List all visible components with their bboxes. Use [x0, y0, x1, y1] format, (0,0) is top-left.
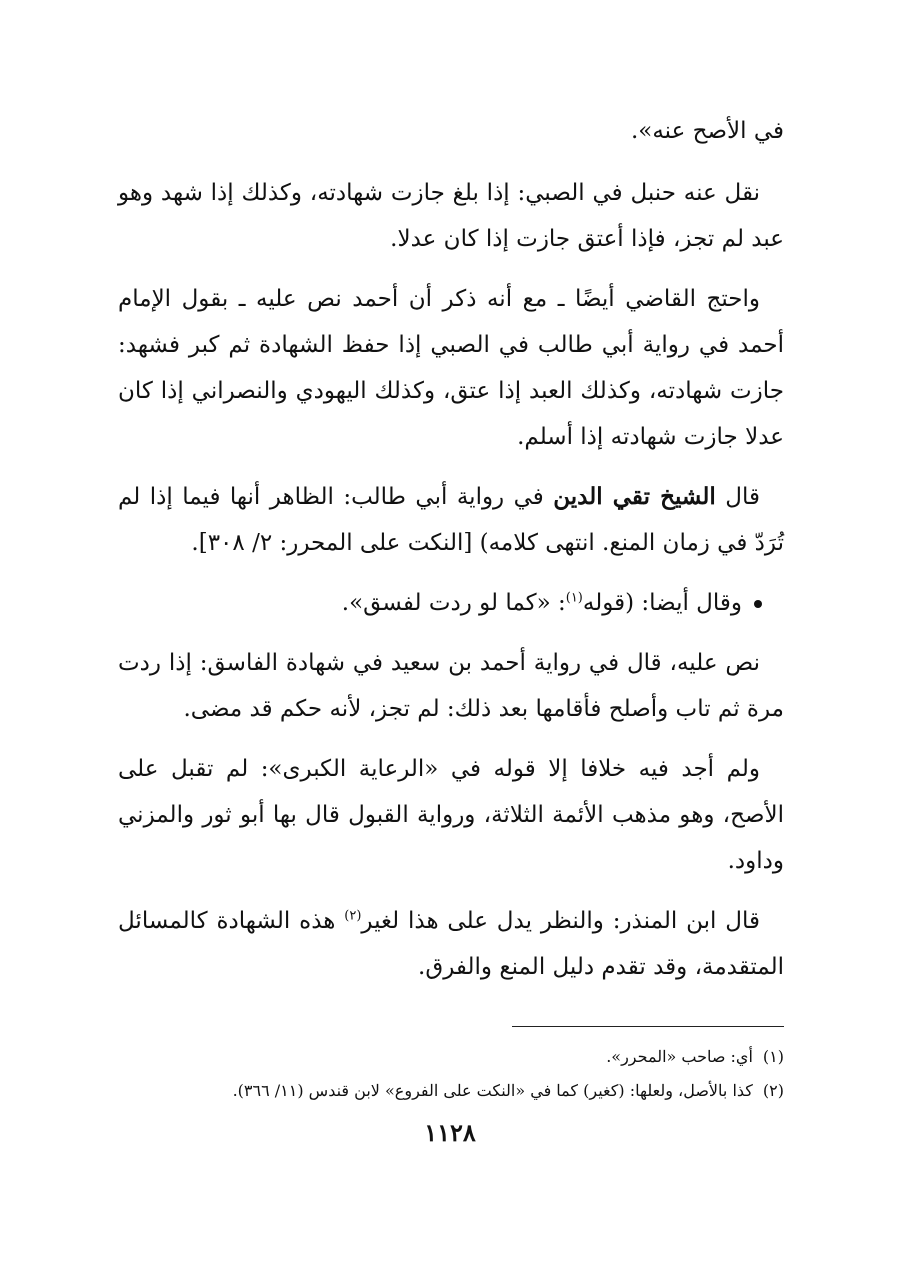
- footnote-2-number: (٢): [762, 1081, 784, 1100]
- footnote-2: [118, 1074, 784, 1108]
- sheikh-name: الشيخ تقي الدين: [553, 483, 716, 510]
- footnotes: [118, 1040, 784, 1108]
- paragraph-7-after: هذه الشهادة كالمسائل المتقدمة، وقد تقدم دليل المنع والفرق.: [118, 908, 784, 980]
- paragraph-0: في الأصح عنه».: [630, 118, 784, 144]
- paragraph-2: واحتج القاضي أيضًا ـ مع أنه ذكر أن أحمد نص عليه ـ بقول الإمام أحمد في رواية أبي طالب في الصبي إذا حفظ الشهادة ثم كبر فشهد: جازت شهادته، وكذلك العبد إذا عتق، وكذلك اليهودي والنصراني إذا كان عدلا جازت شهادته إذا أسلم.: [118, 286, 784, 450]
- paragraph-4-after: : «كما لو ردت لفسق».: [341, 590, 566, 616]
- footnote-1: [118, 1040, 784, 1074]
- footnote-2-text: كذا بالأصل، ولعلها: (كغير) كما في «النكت على الفروع» لابن قندس (١١/ ٣٦٦).: [232, 1081, 753, 1100]
- paragraph-4: [118, 580, 784, 626]
- paragraph-3-lead: قال: [725, 484, 760, 510]
- footnote-divider: [512, 1026, 784, 1027]
- footnote-1-text: أي: صاحب «المحرر».: [606, 1047, 753, 1066]
- bullet-icon: [754, 600, 762, 608]
- paragraph-4-before: وقال أيضا: (قوله: [582, 590, 742, 616]
- paragraph-7: [118, 898, 784, 990]
- paragraph-3-rest: في رواية أبي طالب: الظاهر أنها فيما إذا لم تُرَدّ في زمان المنع. انتهى كلامه) [النكت على المحرر: ٢/ ٣٠٨].: [118, 484, 784, 556]
- paragraph-5: نص عليه، قال في رواية أحمد بن سعيد في شهادة الفاسق: إذا ردت مرة ثم تاب وأصلح فأقامها بعد ذلك: لم تجز، لأنه حكم قد مضى.: [118, 650, 784, 722]
- footnote-1-number: (١): [762, 1047, 784, 1066]
- paragraph-3: [118, 474, 784, 566]
- page-body: [118, 108, 784, 1004]
- paragraph-7-before: قال ابن المنذر: والنظر يدل على هذا لغير: [361, 908, 760, 934]
- paragraph-6: ولم أجد فيه خلافا إلا قوله في «الرعاية الكبرى»: لم تقبل على الأصح، وهو مذهب الأئمة الثلاثة، ورواية القبول قال بها أبو ثور والمزني وداود.: [118, 756, 784, 874]
- paragraph-1: نقل عنه حنبل في الصبي: إذا بلغ جازت شهادته، وكذلك إذا شهد وهو عبد لم تجز، فإذا أعتق جازت إذا كان عدلا.: [118, 180, 784, 252]
- footnote-ref-2[interactable]: (٢): [344, 908, 362, 924]
- footnote-ref-1[interactable]: (١): [565, 590, 583, 606]
- page-number: ١١٢٨: [424, 1118, 476, 1147]
